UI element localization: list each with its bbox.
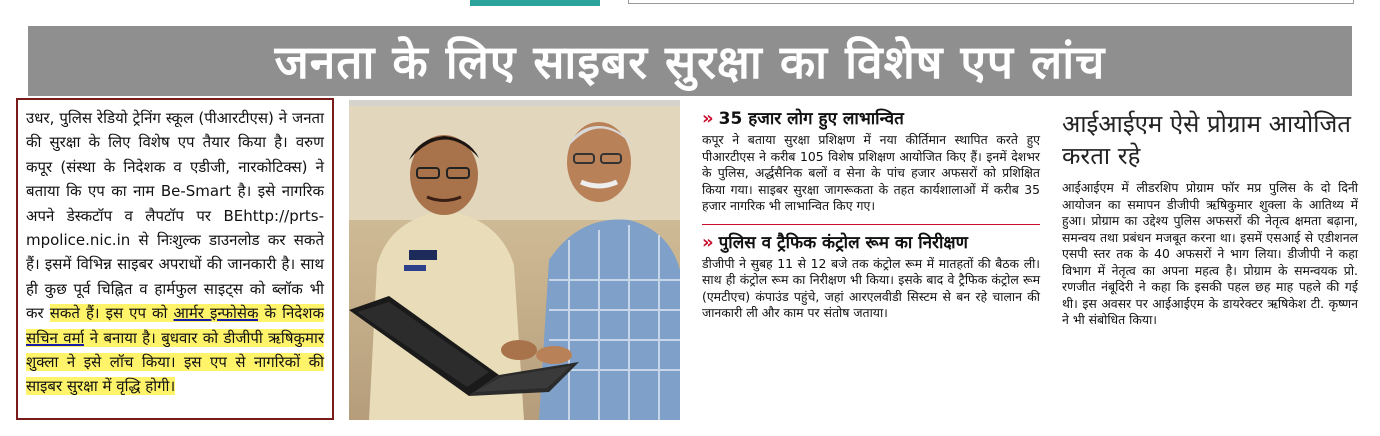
left-story-box xyxy=(16,98,334,420)
story-1-heading xyxy=(702,108,1040,130)
left-story-text: उधर, पुलिस रेडियो ट्रेनिंग स्कूल (पीआरटीएस) ने जनता की सुरक्षा के लिए विशेष एप तैयार किया है। वरुण कपूर (संस्था के निदेशक व एडीजी, नारकोटिक्स) ने बताया कि एप का नाम Be-Smart है। इसे नागरिक अपने डेस्कटॉप व लैपटॉप पर BEhttp://prts-mpolice.nic.in से निःशुल्क डाउनलोड कर सकते हैं। इसमें विभिन्न साइबर अपराधों की जानकारी है। साथ ही कुछ पूर्व चिह्नित व हार्मफुल साइट्स को ब्लॉक भी कर xyxy=(26,109,324,323)
highlighted-text: ने बनाया है। बुधवार को डीजीपी ऋषिकुमार शुक्ला ने इसे लॉच किया। इस एप से नागरिकों की साइबर सुरक्षा में वृद्धि होगी। xyxy=(26,328,324,396)
news-photo xyxy=(349,100,680,420)
story-1-body: कपूर ने बताया सुरक्षा प्रशिक्षण में नया कीर्तिमान स्थापित करते हुए पीआरटीएस ने करीब 105 विशेष प्रशिक्षण आयोजित किए हैं। इनमें देशभर के पुलिस, अर्द्धसैनिक बलों व सेना के पांच हजार अफसरों को प्रशिक्षित किया गया। साइबर सुरक्षा जागरूकता के तहत कार्यशालाओं में करीब 35 हजार नागरिक भी लाभान्वित किए गए। xyxy=(702,132,1040,213)
story-2-heading-text: पुलिस व ट्रैफिक कंट्रोल रूम का निरीक्षण xyxy=(718,232,968,253)
headline: जनता के लिए साइबर सुरक्षा का विशेष एप लांच xyxy=(274,35,1106,89)
highlighted-text: सकते हैं। इस एप को xyxy=(49,304,174,323)
middle-column xyxy=(702,108,1040,322)
story-2-body: डीजीपी ने सुबह 11 से 12 बजे तक कंट्रोल रूम में मातहतों की बैठक ली। साथ ही कंट्रोल रूम का निरीक्षण भी किया। इसके बाद वे ट्रैफिक कंट्रोल रूम (एमटीएच) कंपाउंड पहुंचे, जहां आरएलवीडी सिस्टम से बन रहे चालान की जानकारी ली और काम पर संतोष जताया। xyxy=(702,255,1040,320)
story-2-heading xyxy=(702,232,1040,254)
double-chevron-icon: » xyxy=(702,231,714,253)
story-3-heading: आईआईएम ऐसे प्रोग्राम आयोजित करता रहे xyxy=(1062,110,1351,170)
underlined-company: आर्मर इन्फोसेक xyxy=(173,304,259,323)
story-3-body: आईआईएम में लीडरशिप प्रोग्राम फॉर मप्र पुलिस के दो दिनी आयोजन का समापन डीजीपी ऋषिकुमार शुक्ला के आतिथ्य में हुआ। प्रोग्राम का उद्देश्य पुलिस अफसरों की नेतृत्व क्षमता बढ़ाना, समन्वय तथा प्रबंधन मजबूत करना था। इसमें एसआई से एडीशनल एसपी स्तर तक के 40 अफसरों ने भाग लिया। डीजीपी ने कहा विभाग में नेतृत्व का अपना महत्व है। प्रोग्राम के समन्वयक प्रो. रणजीत नंबूदिरी ने कहा कि इसकी पहल छह माह पहले की गई थी। इस अवसर पर आईआईएम के डायरेक्टर ऋषिकेश टी. कृष्णन ने भी संबोधित किया। xyxy=(1062,180,1358,327)
story-1-heading-text: 35 हजार लोग हुए लाभान्वित xyxy=(718,109,904,129)
top-frame-line xyxy=(628,0,1354,4)
section-divider xyxy=(702,224,1040,225)
highlighted-text: के निदेशक xyxy=(258,304,324,323)
top-accent-bar xyxy=(470,0,600,6)
right-column xyxy=(1062,108,1358,329)
underlined-person: सचिन वर्मा xyxy=(26,328,85,347)
headline-band xyxy=(28,26,1352,96)
double-chevron-icon: » xyxy=(702,108,714,129)
